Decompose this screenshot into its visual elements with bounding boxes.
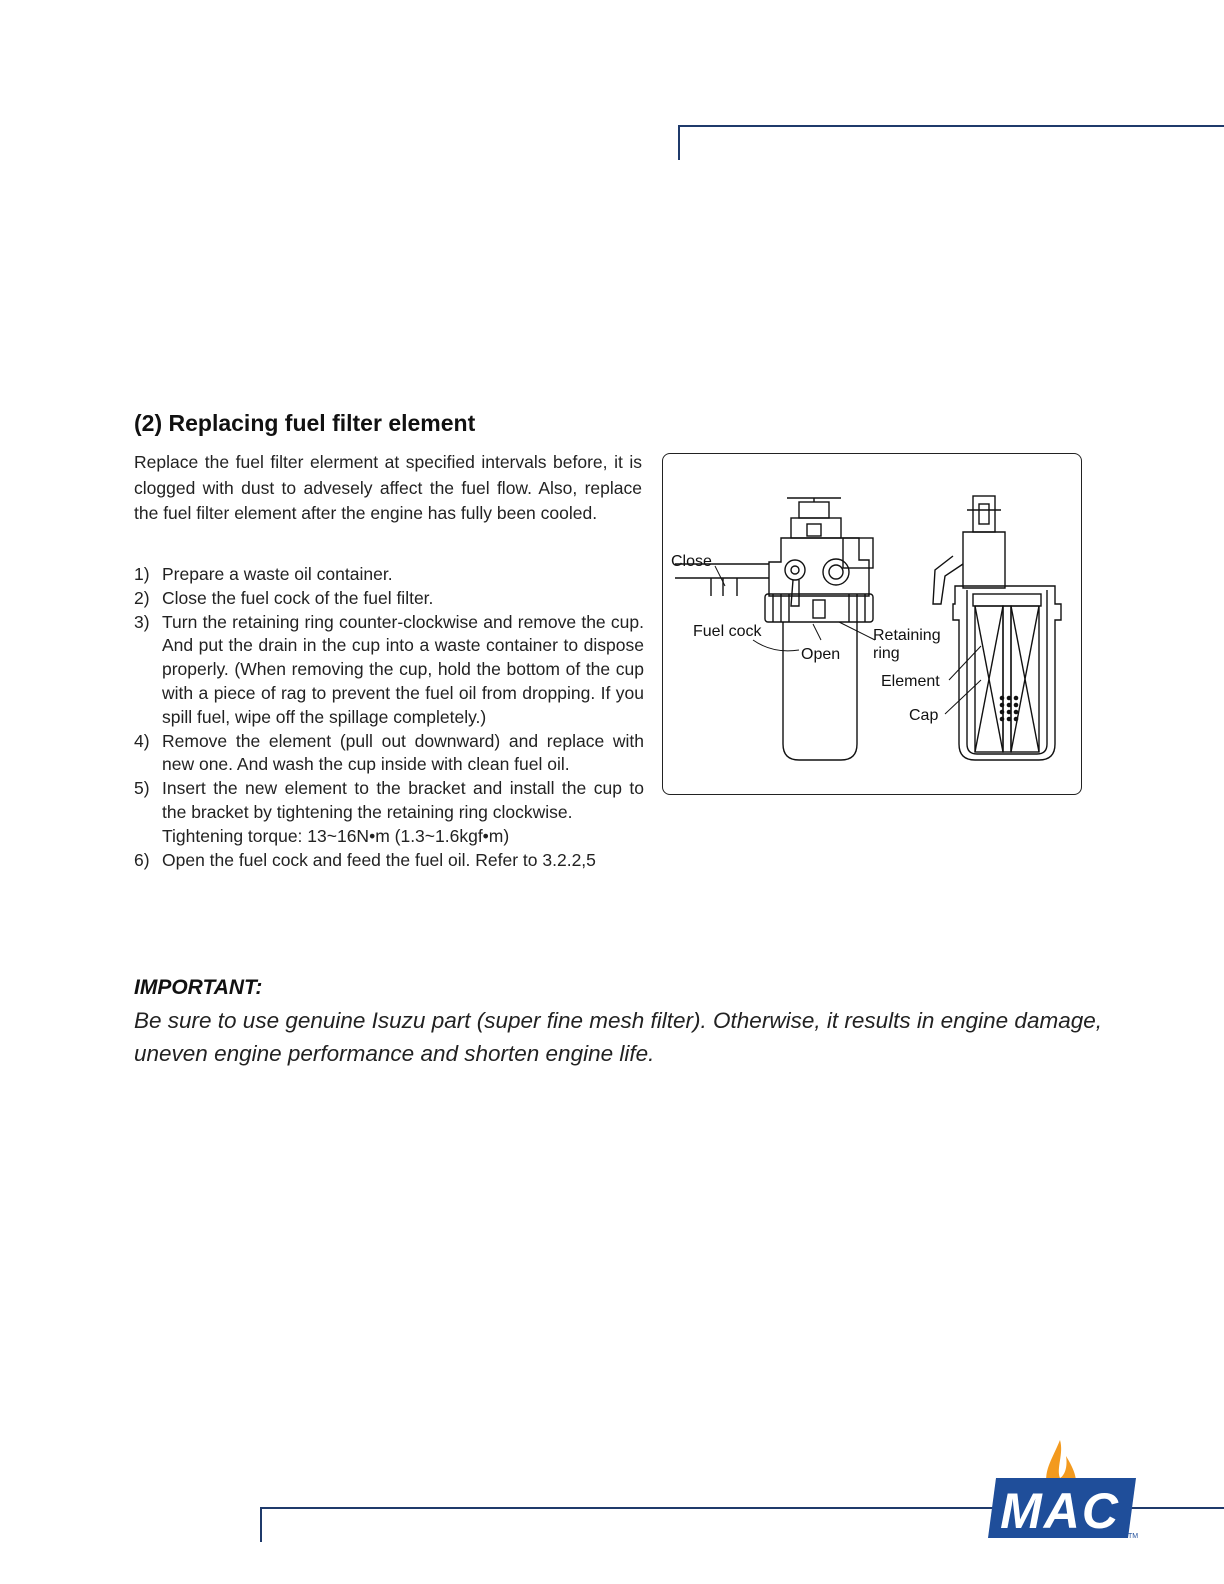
section-title: (2) Replacing fuel filter element: [134, 410, 476, 436]
label-open: Open: [801, 646, 841, 663]
section-view-filter: [933, 496, 1061, 760]
page-frame-top-tick: [678, 125, 680, 160]
label-retaining: Retaining: [873, 627, 941, 644]
step-item: [134, 563, 644, 587]
trademark-mark: TM: [1128, 1533, 1139, 1540]
step-item: [134, 777, 644, 848]
important-label: IMPORTANT:: [134, 976, 263, 999]
leader-lines: [715, 566, 981, 714]
step-text: Remove the element (pull out downward) and replace with new one. And wash the cup inside with clean fuel oil.: [162, 730, 644, 775]
step-number: 1): [134, 564, 150, 584]
step-text: Prepare a waste oil container.: [162, 564, 393, 584]
logo-text: MAC: [1000, 1483, 1120, 1539]
step-number: 3): [134, 611, 150, 632]
tightening-torque: Tightening torque: 13~16N•m (1.3~1.6kgf•m): [162, 825, 510, 846]
page-frame-bottom-tick: [260, 1507, 262, 1542]
step-item: [134, 730, 644, 778]
step-number: 2): [134, 587, 150, 608]
mac-logo: [982, 1432, 1144, 1544]
important-text: Be sure to use genuine Isuzu part (super fine mesh filter). Otherwise, it results in engine damage, uneven engine performance and shorten engine life.: [134, 1008, 1102, 1066]
label-element: Element: [881, 673, 940, 690]
procedure-steps: [134, 563, 644, 872]
step-number: 5): [134, 778, 150, 799]
step-text: Insert the new element to the bracket and install the cup to the bracket by tightening the retaining ring clockwise.: [162, 778, 644, 822]
step-text: Open the fuel cock and feed the fuel oil. Refer to 3.2.2,5: [162, 849, 596, 870]
step-number: 6): [134, 849, 150, 870]
step-item: [134, 849, 644, 873]
step-text: Turn the retaining ring counter-clockwise and remove the cup. And put the drain in the cup into a waste container to dispose properly. (When removing the cup, hold the bottom of the cup with a piece of rag to prevent the fuel oil from dropping. If you spill fuel, wipe off the spillage completely.): [162, 611, 644, 727]
fuel-filter-figure: [662, 453, 1082, 795]
step-item: [134, 611, 644, 730]
label-close: Close: [671, 553, 712, 570]
label-cap: Cap: [909, 707, 939, 724]
step-number: 4): [134, 730, 150, 751]
label-ring: ring: [873, 645, 900, 662]
page-frame-top-line: [678, 125, 1224, 127]
fuel-filter-diagram: [663, 454, 1083, 796]
intro-paragraph: Replace the fuel filter elerment at specified intervals before, it is clogged with dust to advesely affect the fuel flow. Also, replace the fuel filter element after the engine has fully been cooled.: [134, 452, 642, 524]
label-fuel-cock: Fuel cock: [693, 623, 762, 640]
step-text: Close the fuel cock of the fuel filter.: [162, 587, 434, 608]
step-item: [134, 587, 644, 611]
